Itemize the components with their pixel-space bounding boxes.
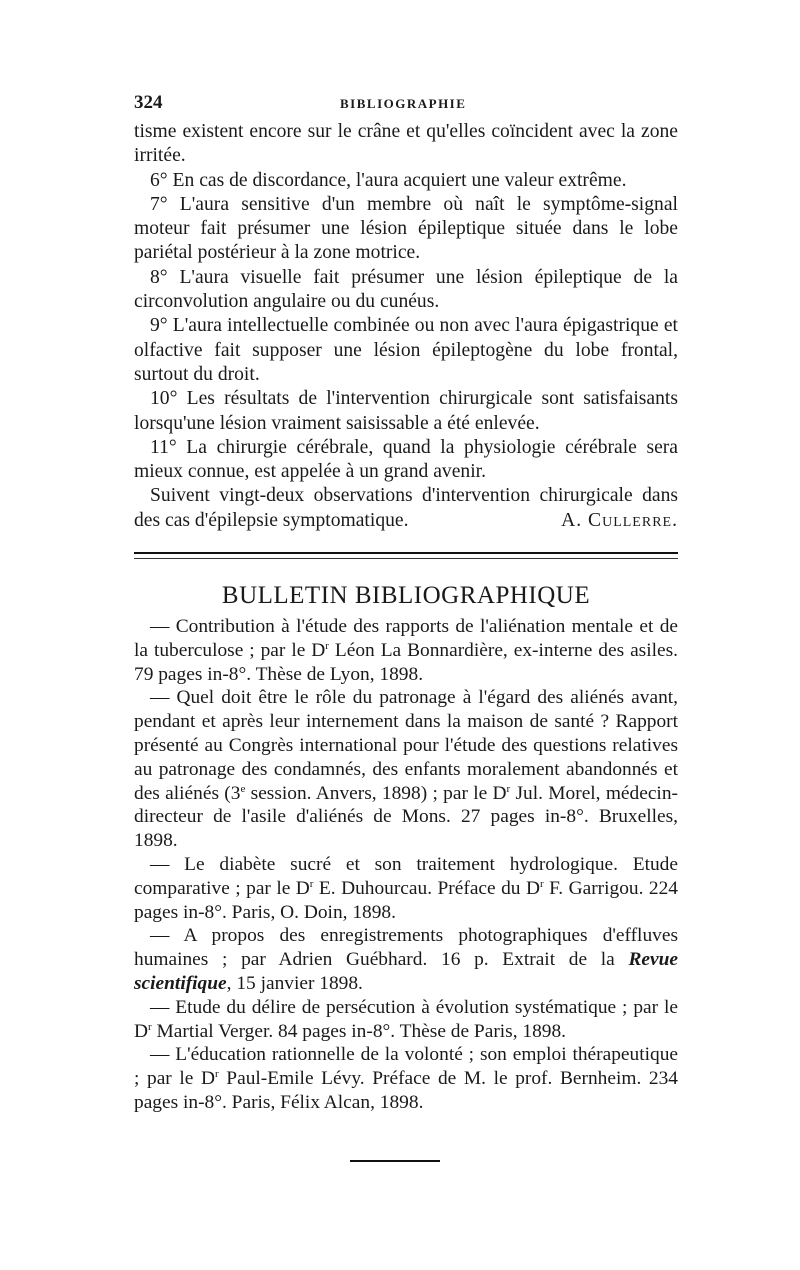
bulletin-entry	[134, 853, 678, 924]
entry-text: Léon La Bonnardière, ex-interne des asiles. 79 pages in-8°. Thèse de Lyon, 1898.	[134, 639, 678, 685]
page-number: 324	[134, 92, 163, 113]
entry-text: — Le diabète sucré et son traitement hydrologique. Etude comparative ; par le D	[134, 854, 678, 899]
bulletin-entry	[134, 924, 678, 995]
section-divider	[134, 552, 678, 559]
review-last-paragraph	[134, 484, 678, 533]
superscript: e	[240, 782, 246, 795]
superscript: r	[148, 1020, 152, 1033]
entry-text: — Etude du délire de persécution à évolution systématique ; par le D	[134, 996, 678, 1042]
superscript: r	[506, 782, 511, 795]
superscript: r	[325, 639, 329, 652]
review-paragraph-text: Suivent vingt-deux observations d'intervention chirurgicale dans des cas d'épilepsie symptomatique.	[134, 485, 678, 531]
review-paragraph: 7° L'aura sensitive d'un membre où naît le symptôme-signal moteur fait présumer une lésion épileptique située dans le lobe pariétal postérieur à la zone motrice.	[134, 193, 678, 264]
superscript: r	[539, 877, 544, 890]
entry-text: session. Anvers, 1898) ; par le D	[245, 782, 507, 804]
page-header	[134, 92, 678, 120]
entry-text: , 15 janvier 1898.	[226, 973, 363, 994]
superscript: r	[215, 1068, 219, 1081]
bulletin-entry	[134, 686, 678, 853]
entry-text: Martial Verger. 84 pages in-8°. Thèse de Paris, 1898.	[151, 1020, 567, 1042]
entry-text: — A propos des enregistrements photographiques d'effluves humaines ; par Adrien Guébhard. 16 p. Extrait de la	[134, 925, 678, 971]
review-paragraph: 9° L'aura intellectuelle combinée ou non avec l'aura épigastrique et olfactive fait supposer une lésion épileptogène du lobe frontal, surtout du droit.	[134, 315, 678, 385]
bulletin-list	[134, 615, 678, 1115]
entry-text: F. Garrigou. 224 pages in-8°. Paris, O. Doin, 1898.	[134, 877, 678, 923]
entry-text: — Contribution à l'étude des rapports de l'aliénation mentale et de la tuberculose ; par le D	[134, 616, 678, 661]
entry-text: Paul-Emile Lévy. Préface de M. le prof. Bernheim. 234 pages in-8°. Paris, Félix Alcan, 1898.	[134, 1068, 679, 1113]
review-paragraph: 6° En cas de discordance, l'aura acquiert une valeur extrême.	[150, 169, 627, 191]
page-content	[134, 92, 678, 1115]
end-rule	[350, 1160, 440, 1162]
bulletin-entry	[134, 615, 678, 686]
journal-title: Revue scientifique	[134, 949, 678, 994]
author-signature: A. Cullerre.	[561, 509, 678, 531]
running-head: BIBLIOGRAPHIE	[340, 96, 467, 111]
bulletin-entry	[134, 996, 678, 1044]
entry-text: Jul. Morel, médecin-directeur de l'asile d'aliénés de Mons. 27 pages in-8°. Bruxelles, 1898.	[134, 782, 678, 852]
entry-text: — L'éducation rationnelle de la volonté ; son emploi thérapeutique ; par le D	[134, 1044, 678, 1090]
review-paragraph: 11° La chirurgie cérébrale, quand la physiologie cérébrale sera mieux connue, est appelée à un grand avenir.	[134, 436, 678, 483]
entry-text: E. Duhourcau. Préface du D	[313, 877, 540, 899]
review-paragraph: 10° Les résultats de l'intervention chirurgicale sont satisfaisants lorsqu'une lésion vraiment saisissable a été enlevée.	[134, 388, 678, 434]
bulletin-entry	[134, 1043, 678, 1114]
review-paragraph: tisme existent encore sur le crâne et qu'elles coïncident avec la zone irritée.	[134, 121, 678, 167]
superscript: r	[309, 877, 314, 890]
review-paragraph: 8° L'aura visuelle fait présumer une lésion épileptique de la circonvolution angulaire ou du cunéus.	[134, 266, 678, 313]
section-title: BULLETIN BIBLIOGRAPHIQUE	[221, 582, 591, 610]
review-text	[134, 120, 678, 533]
entry-text: — Quel doit être le rôle du patronage à l'égard des aliénés avant, pendant et après leur internement dans la maison de santé ? Rapport présenté au Congrès international pour l'étude des questions relatives au patronage des condamnés, des enfants moralement abandonnés et des aliénés (3	[134, 687, 678, 804]
